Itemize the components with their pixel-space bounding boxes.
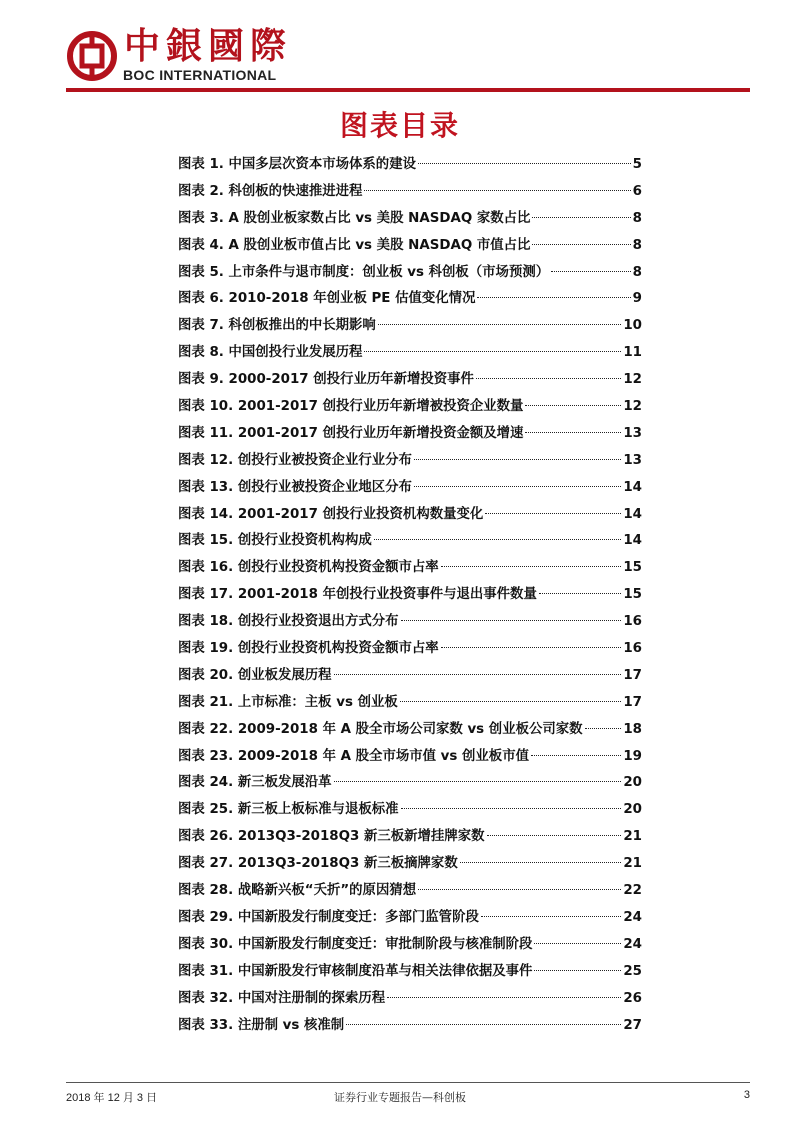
toc-entry[interactable] [178,663,642,690]
toc-entry-page: 24 [623,936,642,952]
toc-entry[interactable] [178,609,642,636]
toc-dot-leader [418,163,631,164]
toc-entry[interactable] [178,851,642,878]
toc-entry-label: 图表 28. 战略新兴板“夭折”的原因猜想 [178,883,417,899]
toc-entry-page: 15 [623,560,642,576]
toc-entry-label: 图表 18. 创投行业投资退出方式分布 [178,614,399,630]
toc-entry[interactable] [178,179,642,206]
toc-entry-page: 17 [623,667,642,683]
toc-dot-leader [525,405,621,406]
logo-chinese-text: 中銀國際 [124,25,293,67]
toc-entry[interactable] [178,744,642,771]
toc-entry[interactable] [178,636,642,663]
toc-entry[interactable] [178,690,642,717]
toc-entry-label: 图表 12. 创投行业被投资企业行业分布 [178,452,412,468]
toc-dot-leader [364,190,630,191]
toc-entry-page: 14 [623,533,642,549]
toc-entry-label: 图表 23. 2009-2018 年 A 股全市场市值 vs 创业板市值 [178,748,529,764]
toc-entry-page: 13 [623,452,642,468]
toc-dot-leader [476,378,621,379]
toc-dot-leader [414,459,621,460]
toc-entry-page: 13 [623,425,642,441]
toc-entry-page: 10 [623,318,642,334]
toc-entry[interactable] [178,367,642,394]
page-title: 图表目录 [339,109,460,142]
toc-entry[interactable] [178,959,642,986]
toc-entry-label: 图表 5. 上市条件与退市制度：创业板 vs 科创板（市场预测） [178,264,550,280]
toc-entry-page: 17 [623,694,642,710]
toc-entry-label: 图表 31. 中国新股发行审核制度沿革与相关法律依据及事件 [178,963,533,979]
toc-entry-label: 图表 32. 中国对注册制的探索历程 [178,990,386,1006]
toc-entry[interactable] [178,905,642,932]
toc-entry-label: 图表 6. 2010-2018 年创业板 PE 估值变化情况 [178,291,476,307]
toc-entry[interactable] [178,394,642,421]
toc-dot-leader [387,997,621,998]
toc-entry-label: 图表 24. 新三板发展沿革 [178,775,332,791]
toc-entry-label: 图表 7. 科创板推出的中长期影响 [178,318,376,334]
toc-dot-leader [534,970,621,971]
toc-entry-label: 图表 19. 创投行业投资机构投资金额市占率 [178,641,439,657]
toc-dot-leader [531,755,621,756]
toc-entry-label: 图表 13. 创投行业被投资企业地区分布 [178,479,412,495]
toc-dot-leader [532,217,630,218]
table-of-figures [178,152,642,1039]
toc-entry-label: 图表 27. 2013Q3-2018Q3 新三板摘牌家数 [178,856,458,872]
toc-dot-leader [378,324,622,325]
toc-entry-label: 图表 25. 新三板上板标准与退板标准 [178,802,399,818]
toc-entry[interactable] [178,717,642,744]
header-divider [66,88,750,92]
toc-dot-leader [460,862,622,863]
toc-entry-label: 图表 1. 中国多层次资本市场体系的建设 [178,157,416,172]
toc-entry-label: 图表 10. 2001-2017 创投行业历年新增被投资企业数量 [178,399,524,415]
toc-entry-label: 图表 4. A 股创业板市值占比 vs 美股 NASDAQ 市值占比 [178,237,531,253]
toc-dot-leader [334,674,622,675]
footer-report-title: 证券行业专题报告—科创板 [334,1091,466,1104]
toc-entry-page: 5 [632,157,642,172]
toc-entry-label: 图表 22. 2009-2018 年 A 股全市场公司家数 vs 创业板公司家数 [178,721,583,737]
toc-entry-label: 图表 2. 科创板的快速推进进程 [178,183,363,199]
toc-dot-leader [334,781,622,782]
toc-entry[interactable] [178,555,642,582]
toc-entry-page: 20 [623,802,642,818]
toc-entry-page: 27 [623,1017,642,1033]
toc-entry-page: 12 [623,399,642,415]
toc-dot-leader [481,916,622,917]
toc-dot-leader [585,728,622,729]
toc-entry[interactable] [178,233,642,260]
toc-entry[interactable] [178,421,642,448]
footer-date: 2018 年 12 月 3 日 [66,1092,158,1104]
toc-entry-page: 15 [623,587,642,603]
toc-entry[interactable] [178,502,642,529]
toc-entry[interactable] [178,313,642,340]
toc-entry-label: 图表 14. 2001-2017 创投行业投资机构数量变化 [178,506,484,522]
toc-entry-page: 8 [632,264,642,280]
toc-entry[interactable] [178,582,642,609]
toc-entry-page: 18 [623,721,642,737]
toc-entry[interactable] [178,260,642,287]
toc-dot-leader [401,620,622,621]
toc-dot-leader [539,593,622,594]
toc-entry[interactable] [178,797,642,824]
footer-divider [66,1082,750,1083]
toc-entry-page: 16 [623,614,642,630]
toc-dot-leader [414,486,621,487]
toc-entry-page: 11 [623,345,642,361]
toc-dot-leader [441,566,622,567]
page-number: 3 [743,1089,750,1101]
toc-dot-leader [418,889,621,890]
toc-entry-page: 21 [623,829,642,845]
toc-entry-label: 图表 17. 2001-2018 年创投行业投资事件与退出事件数量 [178,587,537,603]
toc-entry-label: 图表 15. 创投行业投资机构构成 [178,533,372,549]
toc-dot-leader [364,351,621,352]
toc-entry-page: 21 [623,856,642,872]
toc-entry-label: 图表 11. 2001-2017 创投行业历年新增投资金额及增速 [178,425,524,441]
toc-entry-page: 8 [632,237,642,253]
toc-entry[interactable] [178,152,642,179]
toc-entry[interactable] [178,528,642,555]
toc-entry-page: 22 [623,883,642,899]
toc-dot-leader [532,244,630,245]
toc-entry-page: 9 [632,291,642,307]
toc-entry[interactable] [178,986,642,1013]
toc-entry[interactable] [178,475,642,502]
toc-entry-label: 图表 33. 注册制 vs 核准制 [178,1017,345,1033]
toc-entry[interactable] [178,286,642,313]
logo-english-text: BOC INTERNATIONAL [123,67,277,83]
toc-entry[interactable] [178,448,642,475]
toc-entry-label: 图表 20. 创业板发展历程 [178,667,332,683]
toc-entry-label: 图表 30. 中国新股发行制度变迁：审批制阶段与核准制阶段 [178,936,533,952]
toc-dot-leader [534,943,621,944]
page-header [0,0,800,100]
toc-dot-leader [401,808,622,809]
toc-dot-leader [485,513,621,514]
toc-entry-page: 19 [623,748,642,764]
toc-entry[interactable] [178,206,642,233]
toc-entry-page: 16 [623,641,642,657]
toc-entry-page: 24 [623,909,642,925]
boc-logo-icon [66,30,118,82]
toc-dot-leader [441,647,622,648]
toc-entry-label: 图表 29. 中国新股发行制度变迁：多部门监管阶段 [178,909,479,925]
toc-dot-leader [551,271,631,272]
toc-entry[interactable] [178,340,642,367]
toc-entry-page: 12 [623,372,642,388]
toc-entry-page: 8 [632,210,642,226]
toc-entry-page: 14 [623,479,642,495]
toc-entry[interactable] [178,1013,642,1040]
toc-entry-page: 20 [623,775,642,791]
toc-dot-leader [346,1024,621,1025]
toc-entry[interactable] [178,932,642,959]
toc-dot-leader [374,539,622,540]
toc-entry[interactable] [178,770,642,797]
toc-entry[interactable] [178,824,642,851]
toc-entry-label: 图表 3. A 股创业板家数占比 vs 美股 NASDAQ 家数占比 [178,210,531,226]
toc-dot-leader [487,835,622,836]
toc-entry-page: 6 [632,183,642,199]
toc-dot-leader [525,432,621,433]
toc-entry-label: 图表 8. 中国创投行业发展历程 [178,345,363,361]
toc-entry[interactable] [178,878,642,905]
toc-entry-label: 图表 26. 2013Q3-2018Q3 新三板新增挂牌家数 [178,829,485,845]
toc-dot-leader [477,297,630,298]
toc-dot-leader [400,701,622,702]
toc-entry-page: 14 [623,506,642,522]
toc-entry-label: 图表 21. 上市标准：主板 vs 创业板 [178,694,398,710]
toc-entry-page: 25 [623,963,642,979]
toc-entry-page: 26 [623,990,642,1006]
toc-entry-label: 图表 16. 创投行业投资机构投资金额市占率 [178,560,439,576]
toc-entry-label: 图表 9. 2000-2017 创投行业历年新增投资事件 [178,372,474,388]
